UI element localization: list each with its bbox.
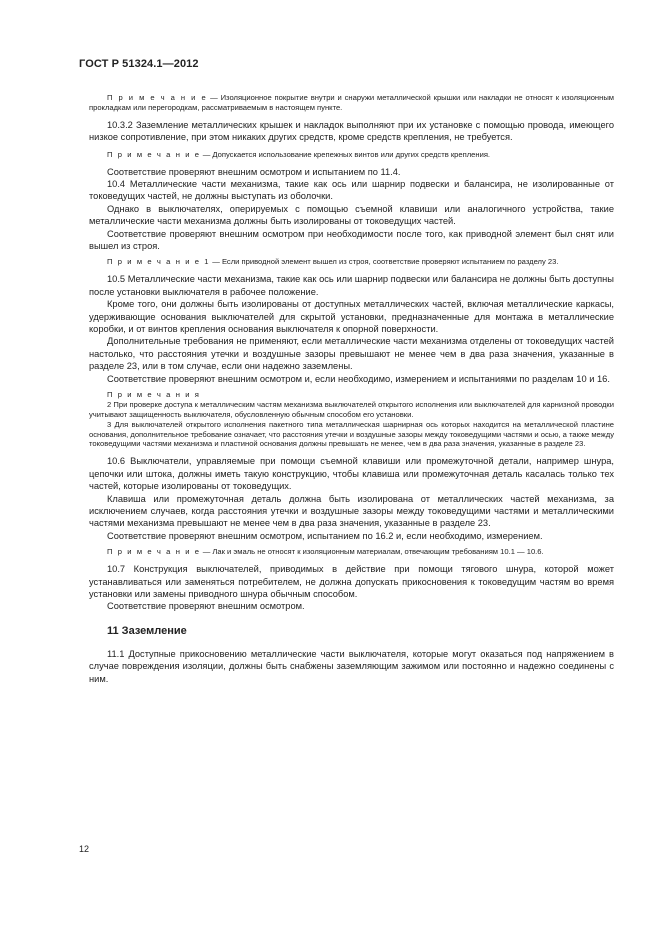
compliance-check: Соответствие проверяют внешним осмотром, испытанием по 16.2 и, если необходимо, измерением.	[107, 530, 543, 541]
page-content	[89, 93, 614, 685]
note-text: — Допускается использование крепежных винтов или других средств крепления.	[200, 149, 491, 159]
clause-10-7: 10.7 Конструкция выключателей, приводимых в действие при помощи тягового шнура, которой может устанавливаться или заменяться потребителем, не должна допускать прикосновения к токоведущим частям во время установки или замены приводного шнура обычным способом.	[89, 564, 614, 599]
compliance-check: Соответствие проверяют внешним осмотром при необходимости после того, как приводной элемент был снят или вышел из строя.	[89, 228, 614, 251]
standard-header: ГОСТ Р 51324.1—2012	[79, 58, 199, 70]
note-label: П р и м е ч а н и е	[107, 93, 208, 102]
page-number: 12	[79, 844, 90, 854]
compliance-check: Соответствие проверяют внешним осмотром.	[107, 601, 305, 612]
paragraph: Дополнительные требования не применяют, если металлические части механизма отделены от токоведущих частей настолько, что расстояния утечки и воздушные зазоры превышают не менее чем в два раза значения, указанные в разделе 23, или в том случае, если они надежно заземлены.	[89, 336, 614, 372]
note: 3 Для выключателей открытого исполнения пакетного типа металлическая шарнирная ось которых находится на металлической пластине основания, дополнительное требование означает, что расстояния утечки и воздушные зазоры между токоведущими частями и осью, а также между токоведущими частями механизма и пластиной основания должны превышать не менее, чем в два раза значения, указанные в разделе 23.	[89, 419, 614, 449]
paragraph: Кроме того, они должны быть изолированы от доступных металлических частей, включая металлические каркасы, удерживающие основания выключателей для скрытой установки, предназначенные для монтажа в металлические коробки, и от винтов крепления основания выключателя к опорной поверхности.	[89, 299, 614, 334]
note-label: П р и м е ч а н и е	[107, 547, 201, 557]
note	[89, 547, 614, 557]
note-label: П р и м е ч а н и е	[107, 149, 201, 159]
notes-header: П р и м е ч а н и я	[107, 389, 201, 399]
section-title: 11 Заземление	[107, 624, 187, 637]
clause-10-5: 10.5 Металлические части механизма, такие как ось или шарнир подвески или балансира не должны быть доступны после установки выключателя в рабочее положение.	[89, 274, 614, 297]
note-label: П р и м е ч а н и е 1	[107, 257, 211, 267]
note-text: — Лак и эмаль не относят к изоляционным материалам, отвечающим требованиям 10.1 — 10.6.	[200, 547, 544, 557]
note-text: — Если приводной элемент вышел из строя, соответствие проверяют испытанием по разделу 23.	[210, 257, 559, 267]
note-text: — Изоляционное покрытие внутри и снаружи металлической крышки или накладки не относят к изоляционным прокладкам или перегородкам, рассматриваемым в настоящем пункте.	[89, 93, 614, 112]
note	[89, 150, 614, 160]
compliance-check: Соответствие проверяют внешним осмотром и, если необходимо, измерением и испытаниями по разделам 10 и 16.	[107, 373, 610, 384]
clause-11-1: 11.1 Доступные прикосновению металлические части выключателя, которые могут оказаться под напряжением в случае повреждения изоляции, должны быть снабжены заземляющим зажимом или постоянно и надежно соединены с ним.	[89, 648, 614, 684]
note	[89, 257, 614, 267]
note	[89, 93, 614, 113]
paragraph: Клавиша или промежуточная деталь должна быть изолирована от металлических частей механизма, за исключением случаев, когда расстояния утечки и воздушные зазоры между токоведущими частями и металлическими частями механизма превышают не менее чем в два раза значения, указанные в разделе 23.	[89, 493, 614, 529]
clause-10-4: 10.4 Металлические части механизма, такие как ось или шарнир подвески и балансира, не изолированные от токоведущих частей, не должны выступать из оболочки.	[89, 178, 614, 202]
paragraph: Однако в выключателях, оперируемых с помощью съемной клавиши или аналогичного устройства, такие металлические части механизма должны быть изолированы от токоведущих частей.	[89, 203, 614, 227]
clause-10-3-2: 10.3.2 Заземление металлических крышек и накладок выполняют при их установке с помощью провода, имеющего низкое сопротивление, при этом никаких других средств, кроме средств крепления, не требуется.	[89, 119, 614, 143]
clause-10-6: 10.6 Выключатели, управляемые при помощи съемной клавиши или промежуточной детали, например шнура, цепочки или штока, должны иметь такую конструкцию, чтобы клавиша или промежуточная деталь касалась только тех частей, которые изолированы от токоведущих.	[89, 456, 614, 492]
compliance-check: Соответствие проверяют внешним осмотром и испытанием по 11.4.	[107, 166, 401, 177]
note: 2 При проверке доступа к металлическим частям механизма выключателей открытого исполнения или выключателей для карнизной проводки учитывают защищенность выключателя, обусловленную обычным способом его установки.	[89, 399, 614, 419]
